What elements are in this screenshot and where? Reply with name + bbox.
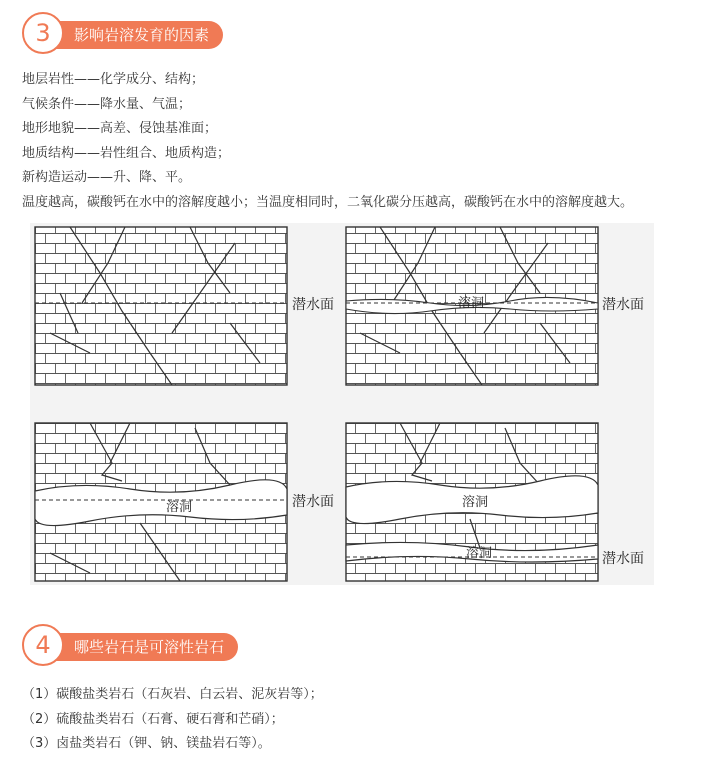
section-4-header — [22, 624, 282, 668]
water-table-label: 潜水面 — [292, 494, 334, 510]
section-3-number: 3 — [22, 12, 64, 54]
water-table-label: 潜水面 — [602, 297, 644, 313]
cave-label: 溶洞 — [458, 296, 485, 311]
section-4-title: 哪些岩石是可溶性岩石 — [52, 633, 238, 661]
factor-line: 地质结构——岩性组合、地质构造； — [22, 145, 231, 161]
factor-line: 新构造运动——升、降、平。 — [22, 170, 192, 185]
water-table-label: 潜水面 — [602, 551, 644, 567]
section-3-header — [22, 12, 282, 56]
cave-label: 溶洞 — [462, 495, 489, 510]
list-item: （2）硫酸盐类岩石（石膏、硬石膏和芒硝）； — [22, 711, 284, 727]
factor-line: 气候条件——降水量、气温； — [22, 96, 192, 112]
factor-line: 地形地貌——高差、侵蚀基准面； — [22, 121, 218, 136]
section-4-number: 4 — [22, 624, 64, 666]
factor-line: 地层岩性——化学成分、结构； — [22, 72, 205, 87]
water-table-label: 潜水面 — [292, 297, 334, 313]
cave-label: 溶洞 — [166, 500, 193, 515]
cave-label: 溶洞 — [466, 546, 493, 561]
temperature-note: 温度越高，碳酸钙在水中的溶解度越小；当温度相同时，二氧化碳分压越高，碳酸钙在水中的溶解度越大。 — [22, 194, 634, 210]
list-item: （3）卤盐类岩石（钾、钠、镁盐岩石等）。 — [22, 736, 271, 751]
list-item: （1）碳酸盐类岩石（石灰岩、白云岩、泥灰岩等）； — [22, 687, 323, 702]
soluble-rock-list — [22, 683, 323, 757]
section-3-text — [22, 68, 633, 215]
section-3-title: 影响岩溶发育的因素 — [52, 21, 223, 49]
karst-development-diagram — [30, 223, 654, 585]
